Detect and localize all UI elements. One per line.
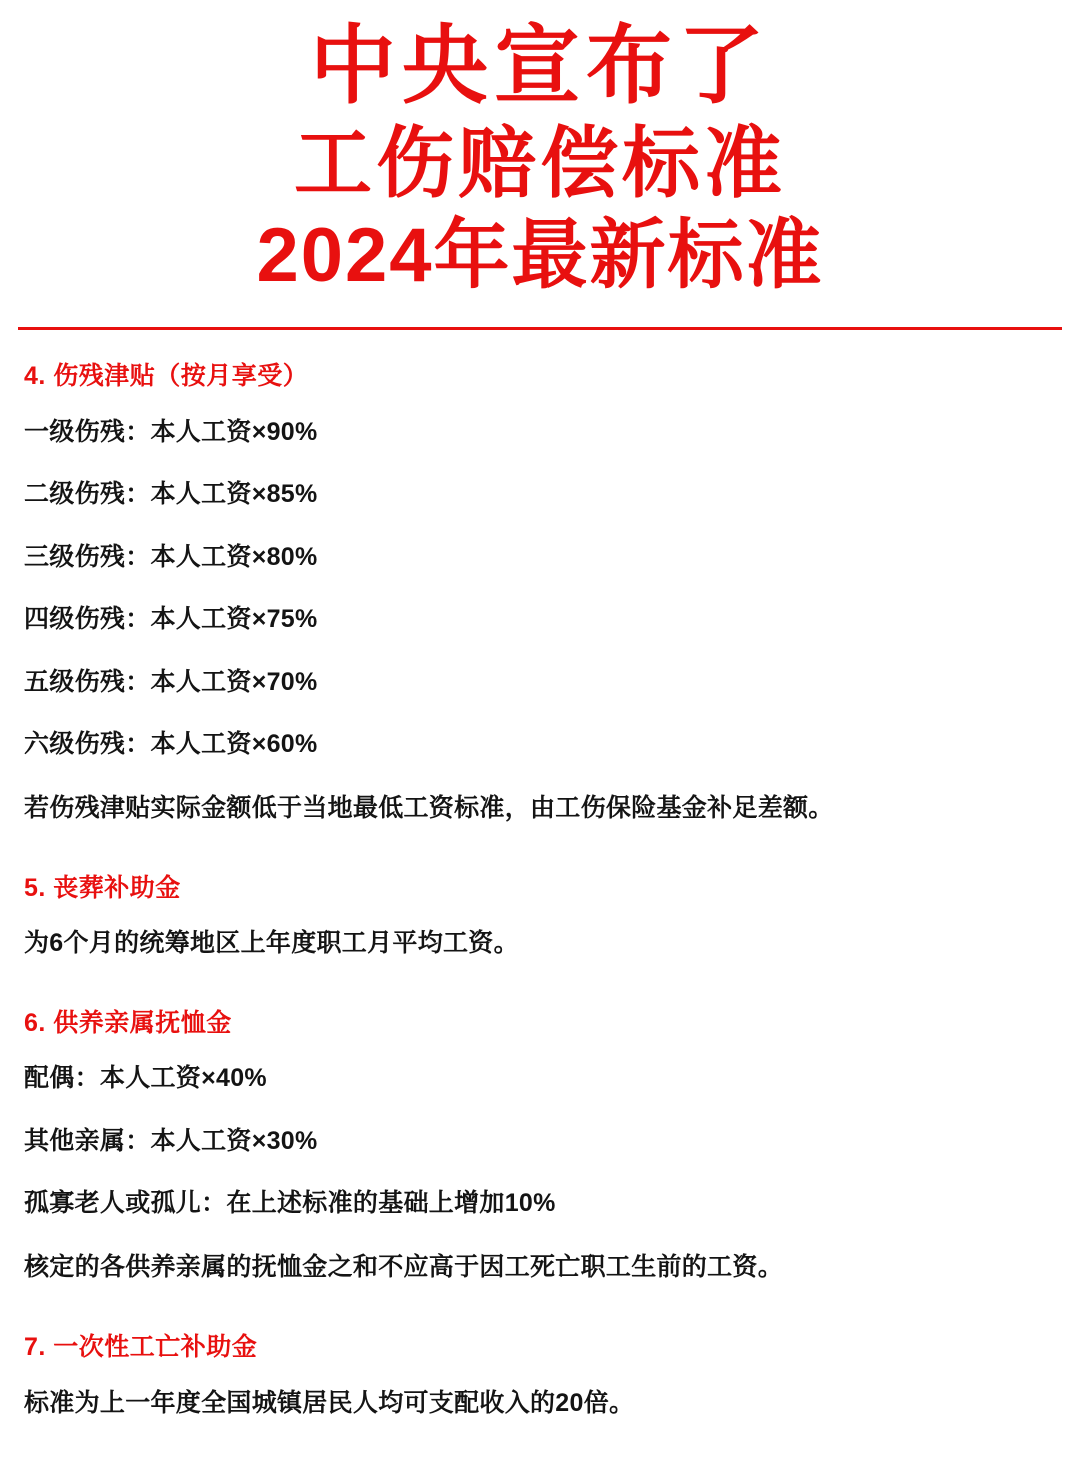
poster-header xyxy=(0,0,1080,313)
list-item: 二级伤残：本人工资×85% xyxy=(24,480,318,509)
list-item: 配偶：本人工资×40% xyxy=(24,1064,267,1093)
section-death-lump-sum xyxy=(24,1331,1056,1420)
title-line-3: 2024年最新标准 xyxy=(256,213,824,299)
list-item: 孤寡老人或孤儿：在上述标准的基础上增加10% xyxy=(24,1189,556,1218)
title-line-2: 工伤赔偿标准 xyxy=(293,118,786,207)
section-disability-allowance xyxy=(24,360,1056,826)
section-note: 若伤残津贴实际金额低于当地最低工资标准，由工伤保险基金补足差额。 xyxy=(24,793,834,822)
list-item: 六级伤残：本人工资×60% xyxy=(24,730,318,759)
list-item: 四级伤残：本人工资×75% xyxy=(24,605,318,634)
title-line-1: 中央宣布了 xyxy=(310,18,770,114)
list-item: 三级伤残：本人工资×80% xyxy=(24,542,318,571)
list-item: 为6个月的统筹地区上年度职工月平均工资。 xyxy=(24,929,519,958)
list-item: 标准为上一年度全国城镇居民人均可支配收入的20倍。 xyxy=(24,1388,635,1417)
section-dependent-pension xyxy=(24,1007,1056,1285)
list-item: 其他亲属：本人工资×30% xyxy=(24,1126,318,1155)
poster-content xyxy=(0,330,1080,1474)
list-item: 五级伤残：本人工资×70% xyxy=(24,667,318,696)
section-note: 核定的各供养亲属的抚恤金之和不应高于因工死亡职工生前的工资。 xyxy=(24,1252,784,1281)
section-heading: 7. 一次性工亡补助金 xyxy=(24,1333,258,1362)
section-funeral-subsidy xyxy=(24,872,1056,961)
section-heading: 4. 伤残津贴（按月享受） xyxy=(24,362,309,391)
list-item: 一级伤残：本人工资×90% xyxy=(24,417,318,446)
section-heading: 5. 丧葬补助金 xyxy=(24,873,181,902)
section-heading: 6. 供养亲属抚恤金 xyxy=(24,1008,232,1037)
